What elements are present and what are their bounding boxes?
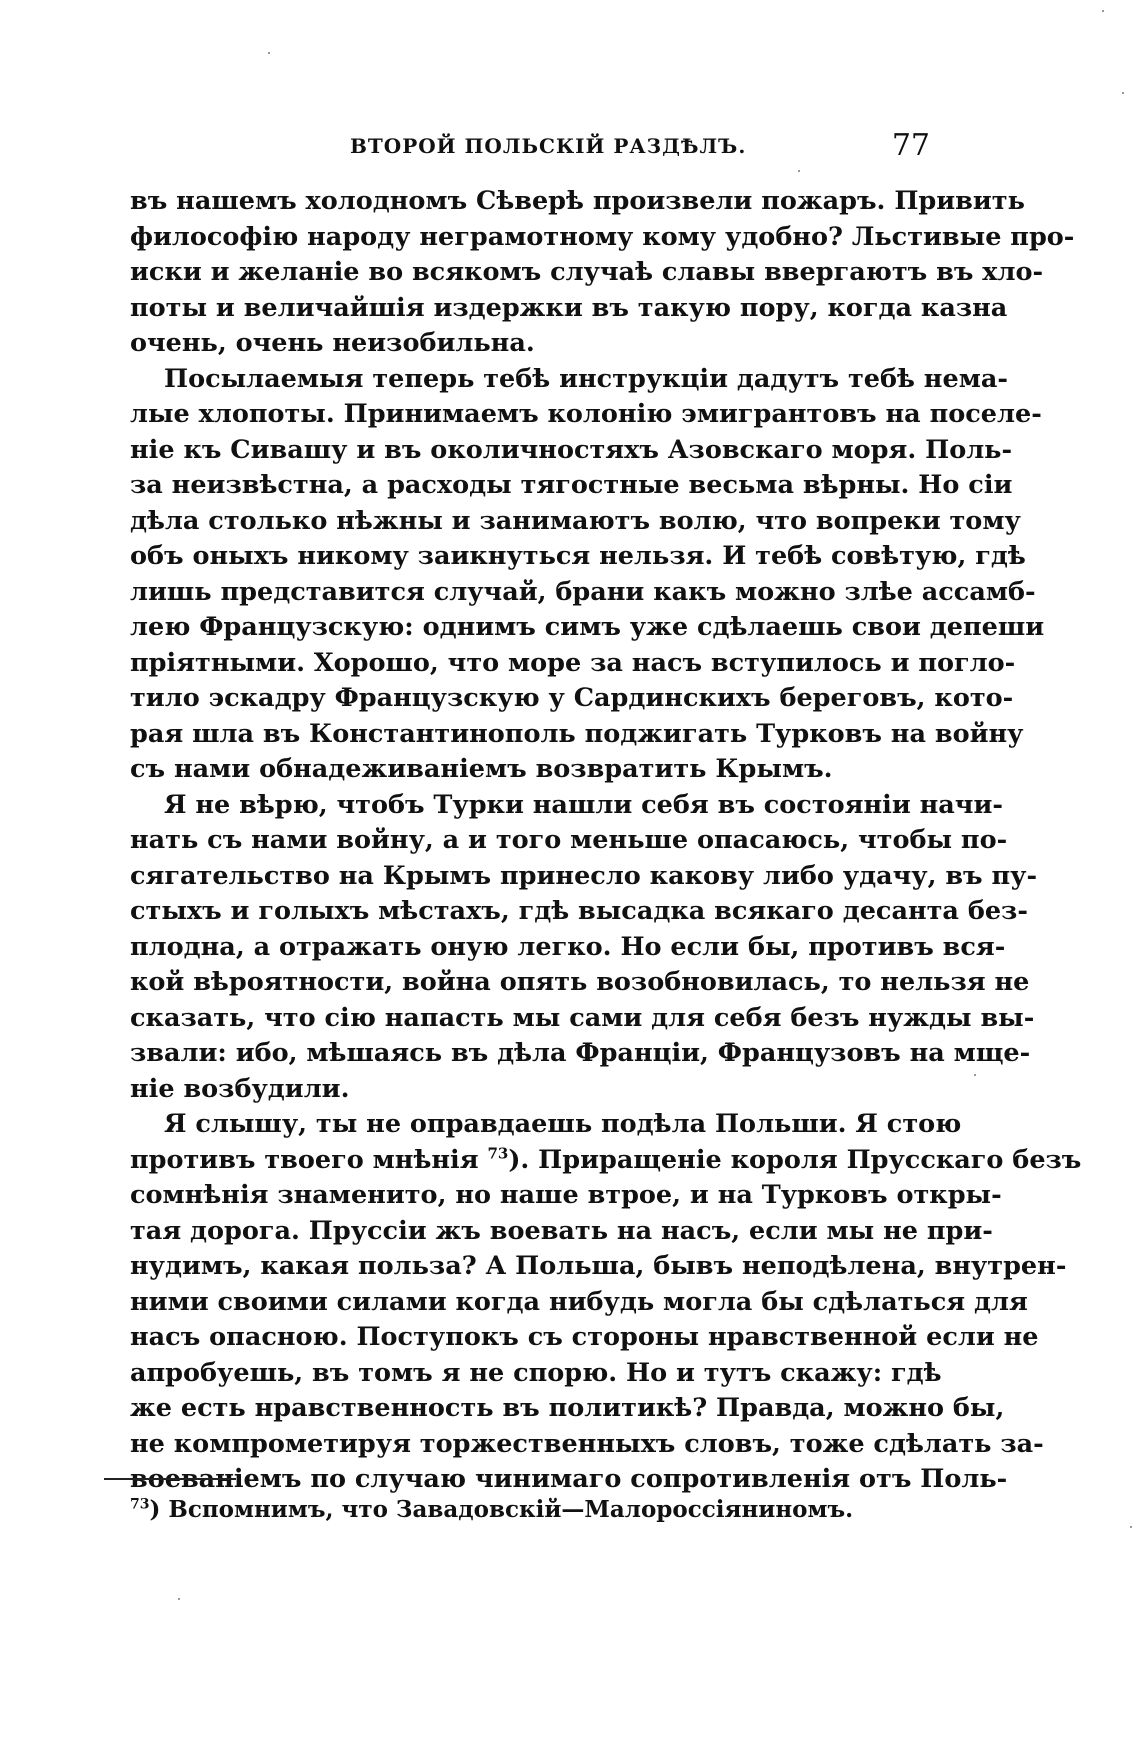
footnote-text: ) Вспомнимъ, что Завадовскій—Малороссіяниномъ. [149, 1496, 854, 1523]
text-line: нудимъ, какая польза? А Польша, бывъ неподѣлена, внутрен- [130, 1251, 1067, 1281]
scan-speck [798, 170, 800, 172]
text-line: сягательство на Крымъ принесло какову либо удачу, въ пу- [130, 860, 1038, 891]
main-text [130, 184, 1082, 1498]
text-line: ніе къ Сивашу и въ околичностяхъ Азовскаго моря. Поль- [130, 434, 1013, 465]
text-line: ними своими силами когда нибудь могла бы сдѣлаться для [130, 1286, 1028, 1317]
text-line: воеваніемъ по случаю чинимаго сопротивленія отъ Поль- [130, 1464, 1008, 1494]
scan-speck [1130, 1526, 1132, 1528]
text-line: плодна, а отражать оную легко. Но если бы, противъ вся- [130, 931, 1006, 962]
text-line: объ оныхъ никому заикнуться нельзя. И тебѣ совѣтую, гдѣ [130, 541, 1026, 571]
page-number: 77 [891, 128, 930, 163]
page-header [130, 128, 930, 168]
text-line: лые хлопоты. Принимаемъ колонію эмигрантовъ на поселе- [130, 399, 1042, 429]
text-line: иски и желаніе во всякомъ случаѣ славы ввергаютъ въ хло- [130, 257, 1044, 287]
scan-speck [974, 1074, 976, 1076]
text-line: сказать, что сію напасть мы сами для себя безъ нужды вы- [130, 1002, 1035, 1033]
text-line: философію народу неграмотному кому удобно? Льстивые про- [130, 221, 1075, 252]
footnote-marker: 73 [130, 1496, 150, 1513]
text-line: не компрометируя торжественныхъ словъ, тоже сдѣлать за- [130, 1428, 1044, 1459]
text-fragment: ). Приращеніе короля Прусскаго безъ [508, 1144, 1082, 1175]
text-line: пріятными. Хорошо, что море за насъ вступилось и погло- [130, 647, 1016, 678]
footnote [130, 1496, 930, 1523]
text-line: звали: ибо, мѣшаясь въ дѣла Франціи, Французовъ на мще- [130, 1038, 1031, 1068]
text-line: ніе возбудили. [130, 1073, 350, 1104]
text-line: лишь представится случай, брани какъ можно злѣе ассамб- [130, 576, 1036, 607]
footnote-reference: 73 [487, 1144, 509, 1162]
text-line: апробуешь, въ томъ я не спорю. Но и тутъ скажу: гдѣ [130, 1357, 942, 1388]
text-fragment: противъ твоего мнѣнія [130, 1144, 479, 1175]
scan-speck [178, 1598, 180, 1600]
scan-speck [268, 52, 270, 54]
text-line-with-ref [130, 1143, 1082, 1179]
text-line: съ нами обнадеживаніемъ возвратить Крымъ. [130, 754, 833, 784]
text-line: тая дорога. Пруссіи жъ воевать на насъ, если мы не при- [130, 1215, 993, 1246]
scan-speck [1122, 92, 1124, 94]
footnote-divider [104, 1478, 236, 1480]
text-line: рая шла въ Константинополь поджигать Турковъ на войну [130, 718, 1024, 749]
text-line: дѣла столько нѣжны и занимаютъ волю, что вопреки тому [130, 505, 1021, 536]
text-line: нать съ нами войну, а и того меньше опасаюсь, чтобы по- [130, 825, 1008, 855]
text-line: насъ опасною. Поступокъ съ стороны нравственной если не [130, 1322, 1039, 1352]
running-title: ВТОРОЙ ПОЛЬСКІЙ РАЗДѢЛЪ. [350, 134, 747, 158]
text-line: очень, очень неизобильна. [130, 328, 535, 358]
text-line: кой вѣроятности, война опять возобновилась, то нельзя не [130, 967, 1030, 997]
text-line: въ нашемъ холодномъ Сѣверѣ произвели пожаръ. Привить [130, 186, 1025, 216]
text-line: тило эскадру Французскую у Сардинскихъ береговъ, кото- [130, 683, 1014, 713]
text-line: Я слышу, ты не оправдаешь подѣла Польши. Я стою [164, 1109, 962, 1139]
text-line: лею Французскую: однимъ симъ уже сдѣлаешь свои депеши [130, 612, 1045, 642]
text-line: Я не вѣрю, чтобъ Турки нашли себя въ состояніи начи- [164, 789, 1003, 820]
text-line: Посылаемыя теперь тебѣ инструкціи дадутъ тебѣ нема- [164, 363, 1008, 394]
text-line: поты и величайшія издержки въ такую пору, когда казна [130, 292, 1008, 323]
scan-speck [1102, 10, 1104, 12]
text-line: стыхъ и голыхъ мѣстахъ, гдѣ высадка всякаго десанта без- [130, 896, 1028, 926]
text-line: за неизвѣстна, а расходы тягостные весьма вѣрны. Но сіи [130, 470, 1013, 500]
text-line: сомнѣнія знаменито, но наше втрое, и на Турковъ откры- [130, 1180, 1002, 1210]
text-line: же есть нравственность въ политикѣ? Правда, можно бы, [130, 1393, 1005, 1423]
